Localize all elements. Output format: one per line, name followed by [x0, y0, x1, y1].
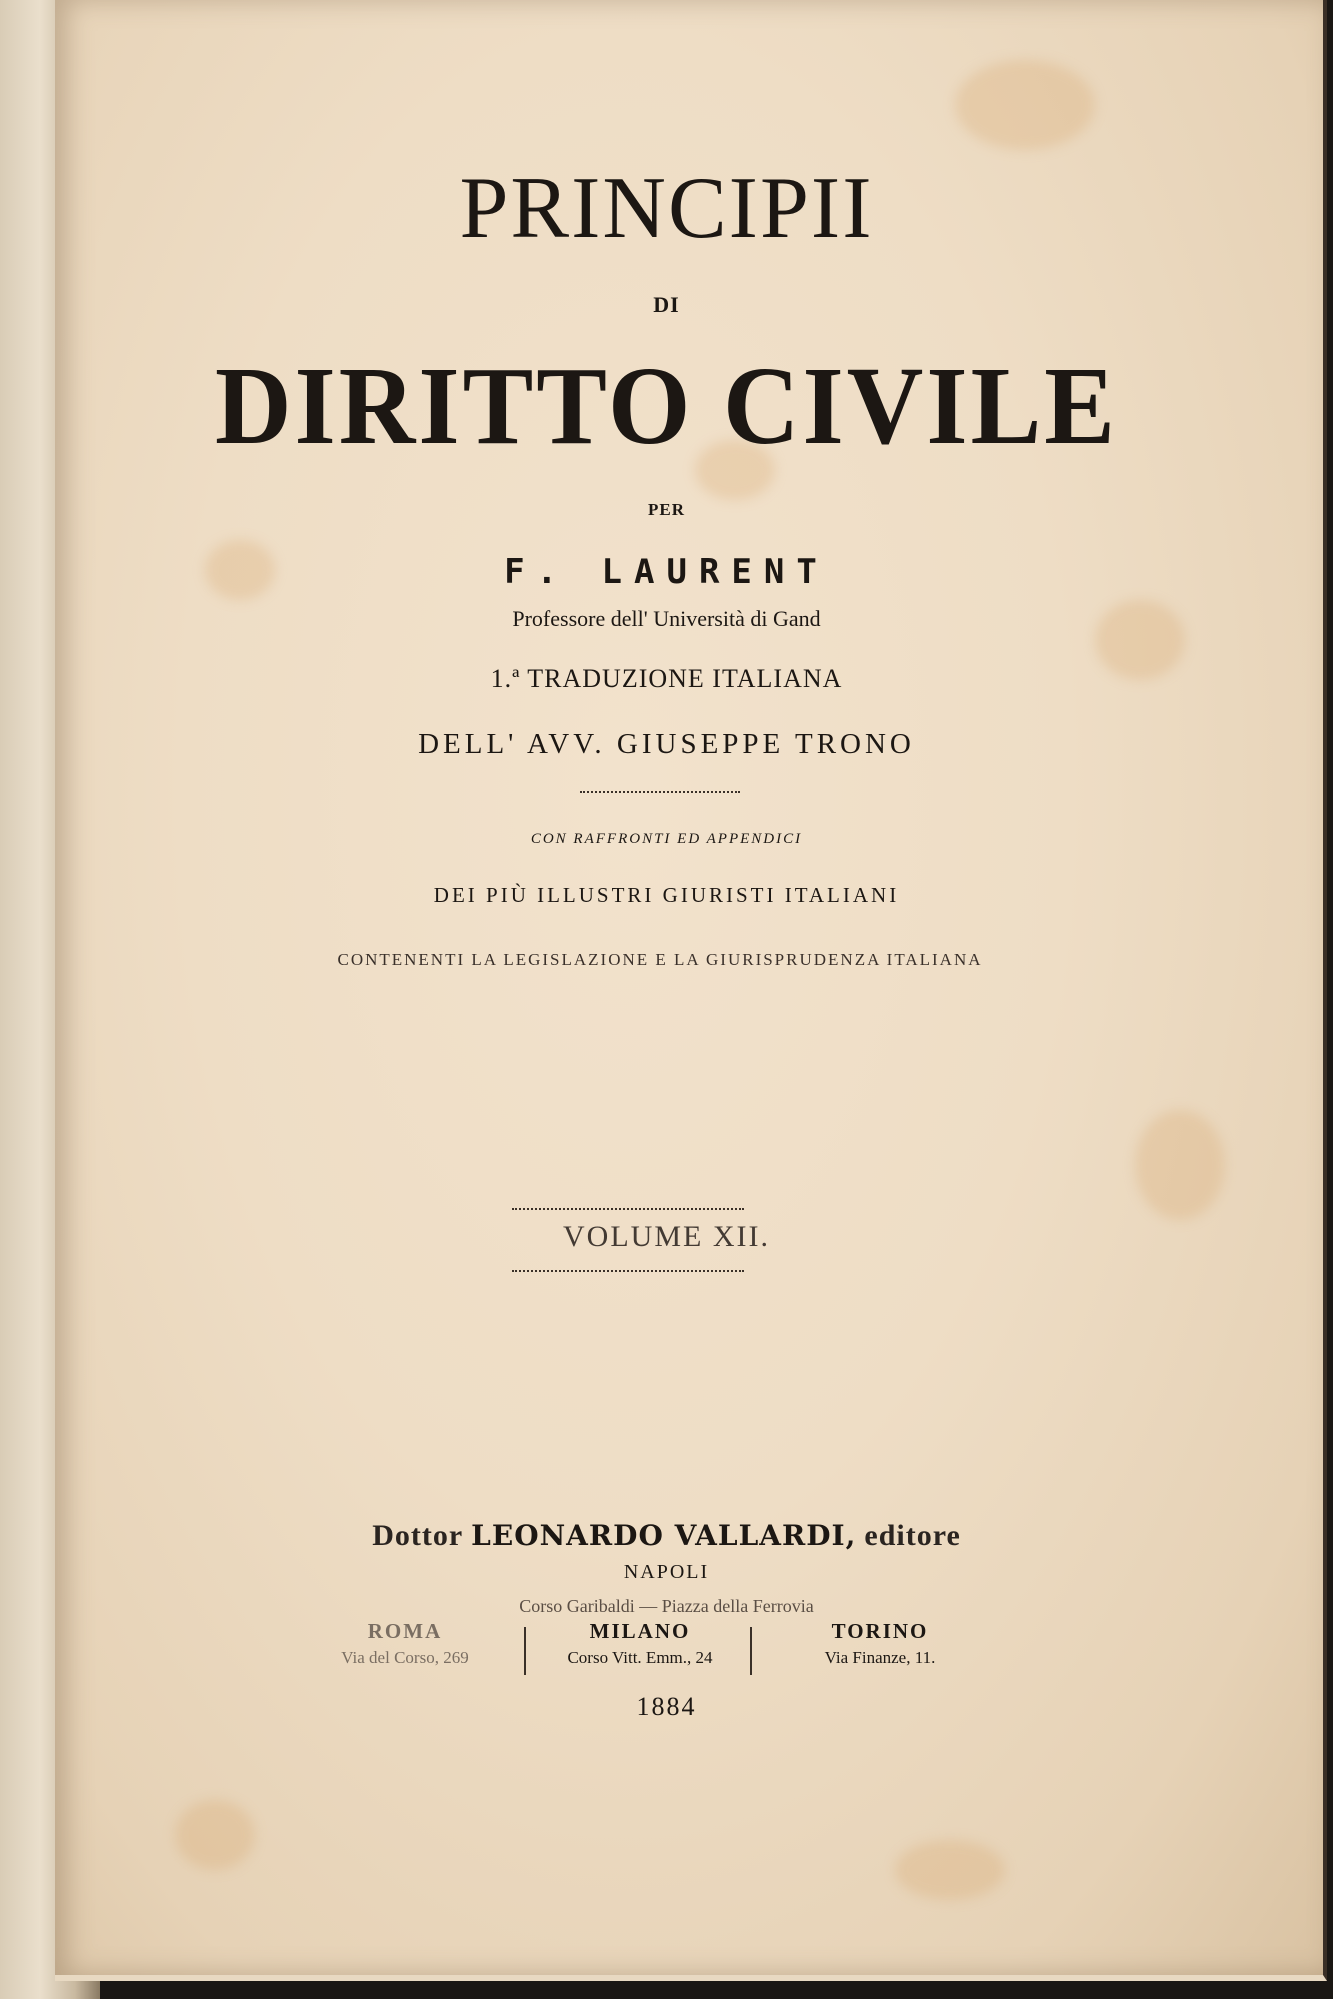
per-label: PER: [648, 500, 685, 519]
volume-rule-top: [512, 1208, 744, 1210]
dotted-divider: [580, 791, 740, 793]
publisher-name: LEONARDO VALLARDI,: [471, 1519, 857, 1552]
foxing-stain: [1135, 1110, 1225, 1220]
branch-torino: [775, 1619, 985, 1668]
translator-name: DELL' AVV. GIUSEPPE TRONO: [418, 728, 915, 760]
illustri-line: DEI PIÙ ILLUSTRI GIURISTI ITALIANI: [433, 883, 900, 907]
translation-edition: 1.ª TRADUZIONE ITALIANA: [490, 664, 843, 693]
branch-separator: [524, 1627, 526, 1675]
publisher-prefix: Dottor: [372, 1519, 464, 1552]
title-principii: PRINCIPII: [459, 160, 874, 257]
foxing-stain: [895, 1840, 1005, 1900]
branch-city: TORINO: [831, 1619, 929, 1643]
branch-separator: [750, 1627, 752, 1675]
main-address: Corso Garibaldi — Piazza della Ferrovia: [519, 1596, 814, 1616]
author-name: F. LAURENT: [504, 552, 829, 592]
title-diritto-civile: DIRITTO CIVILE: [214, 344, 1119, 467]
author-affiliation: Professore dell' Università di Gand: [512, 606, 821, 631]
title-di: DI: [653, 292, 680, 317]
publication-year: 1884: [636, 1692, 697, 1721]
volume-number: VOLUME XII.: [563, 1220, 770, 1253]
branch-roma: [320, 1619, 490, 1668]
volume-rule-bottom: [512, 1270, 744, 1272]
publisher-suffix: editore: [864, 1519, 961, 1552]
publisher-line: [0, 1516, 1333, 1553]
branch-milano: [530, 1619, 750, 1668]
main-city: NAPOLI: [623, 1561, 710, 1583]
branch-city: MILANO: [589, 1619, 691, 1643]
branch-city: ROMA: [367, 1619, 443, 1643]
foxing-stain: [175, 1800, 255, 1870]
contenenti-line: CONTENENTI LA LEGISLAZIONE E LA GIURISPRUDENZA ITALIANA: [337, 950, 983, 969]
branch-address: Corso Vitt. Emm., 24: [567, 1648, 713, 1667]
branch-address: Via Finanze, 11.: [824, 1648, 936, 1667]
raffronti-line: CON RAFFRONTI ED APPENDICI: [530, 831, 803, 847]
branch-address: Via del Corso, 269: [341, 1648, 469, 1667]
foxing-stain: [955, 60, 1095, 150]
